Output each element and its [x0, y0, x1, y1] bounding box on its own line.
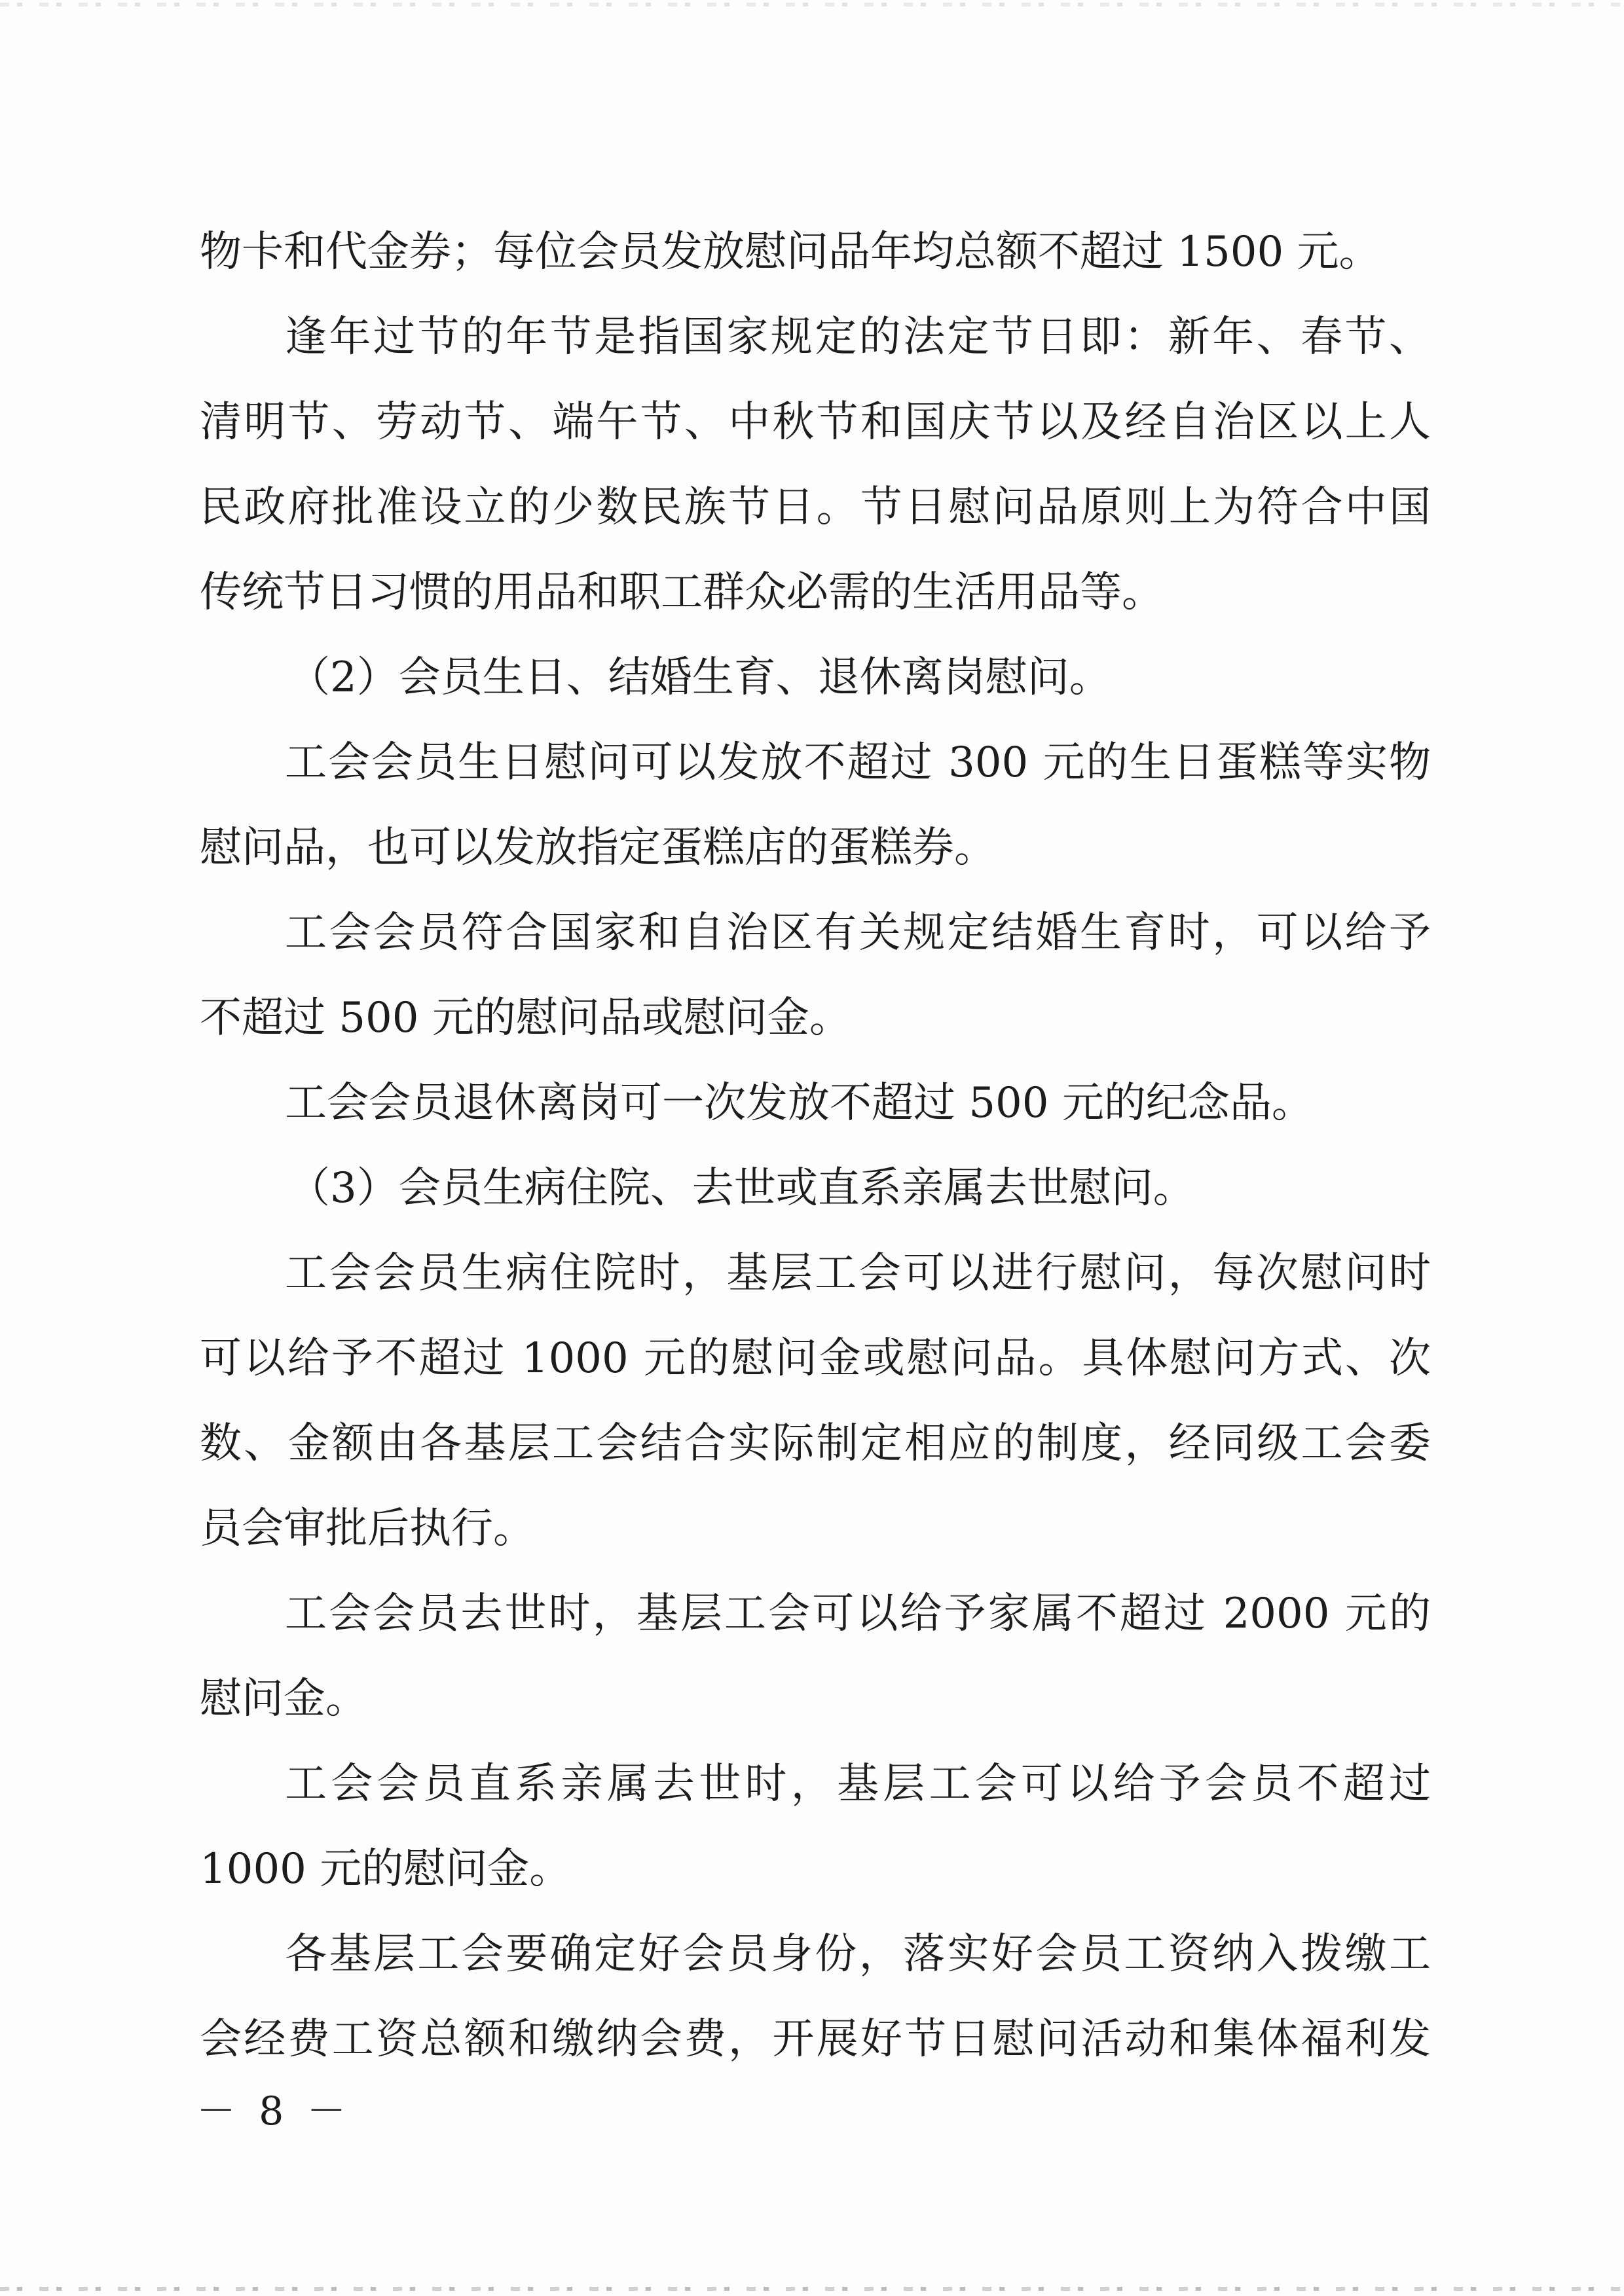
text-line-7: 工会会员生日慰问可以发放不超过 300 元的生日蛋糕等实物 — [285, 738, 1431, 787]
text-line-18: 慰问金。 — [200, 1675, 367, 1723]
text-line-15: 数、金额由各基层工会结合实际制定相应的制度，经同级工会委 — [200, 1419, 1431, 1468]
text-line-2: 逢年过节的年节是指国家规定的法定节日即：新年、春节、 — [285, 313, 1431, 361]
text-line-11: 工会会员退休离岗可一次发放不超过 500 元的纪念品。 — [285, 1079, 1314, 1127]
page-number: － 8 － — [196, 2088, 352, 2134]
section-heading-2: （2）会员生日、结婚生育、退休离岗慰问。 — [288, 653, 1111, 702]
text-line-19: 工会会员直系亲属去世时，基层工会可以给予会员不超过 — [285, 1760, 1431, 1808]
text-line-14: 可以给予不超过 1000 元的慰问金或慰问品。具体慰问方式、次 — [200, 1334, 1431, 1383]
scan-edge-bottom — [0, 2287, 1624, 2291]
text-line-17: 工会会员去世时，基层工会可以给予家属不超过 2000 元的 — [285, 1590, 1431, 1638]
text-line-9: 工会会员符合国家和自治区有关规定结婚生育时，可以给予 — [285, 909, 1431, 957]
text-line-8: 慰问品，也可以发放指定蛋糕店的蛋糕券。 — [200, 824, 996, 872]
text-line-5: 传统节日习惯的用品和职工群众必需的生活用品等。 — [200, 568, 1164, 617]
scan-edge-top — [0, 3, 1624, 7]
section-heading-3: （3）会员生病住院、去世或直系亲属去世慰问。 — [288, 1164, 1195, 1212]
text-line-22: 会经费工资总额和缴纳会费，开展好节日慰问活动和集体福利发 — [200, 2015, 1431, 2064]
text-line-3: 清明节、劳动节、端午节、中秋节和国庆节以及经自治区以上人 — [200, 398, 1431, 446]
text-line-21: 各基层工会要确定好会员身份，落实好会员工资纳入拨缴工 — [285, 1930, 1431, 1978]
text-line-13: 工会会员生病住院时，基层工会可以进行慰问，每次慰问时 — [285, 1249, 1431, 1298]
text-line-10: 不超过 500 元的慰问品或慰问金。 — [200, 994, 851, 1042]
text-line-16: 员会审批后执行。 — [200, 1504, 535, 1553]
text-line-1: 物卡和代金券；每位会员发放慰问品年均总额不超过 1500 元。 — [200, 228, 1381, 276]
text-line-20: 1000 元的慰问金。 — [200, 1845, 572, 1893]
text-line-4: 民政府批准设立的少数民族节日。节日慰问品原则上为符合中国 — [200, 483, 1431, 532]
